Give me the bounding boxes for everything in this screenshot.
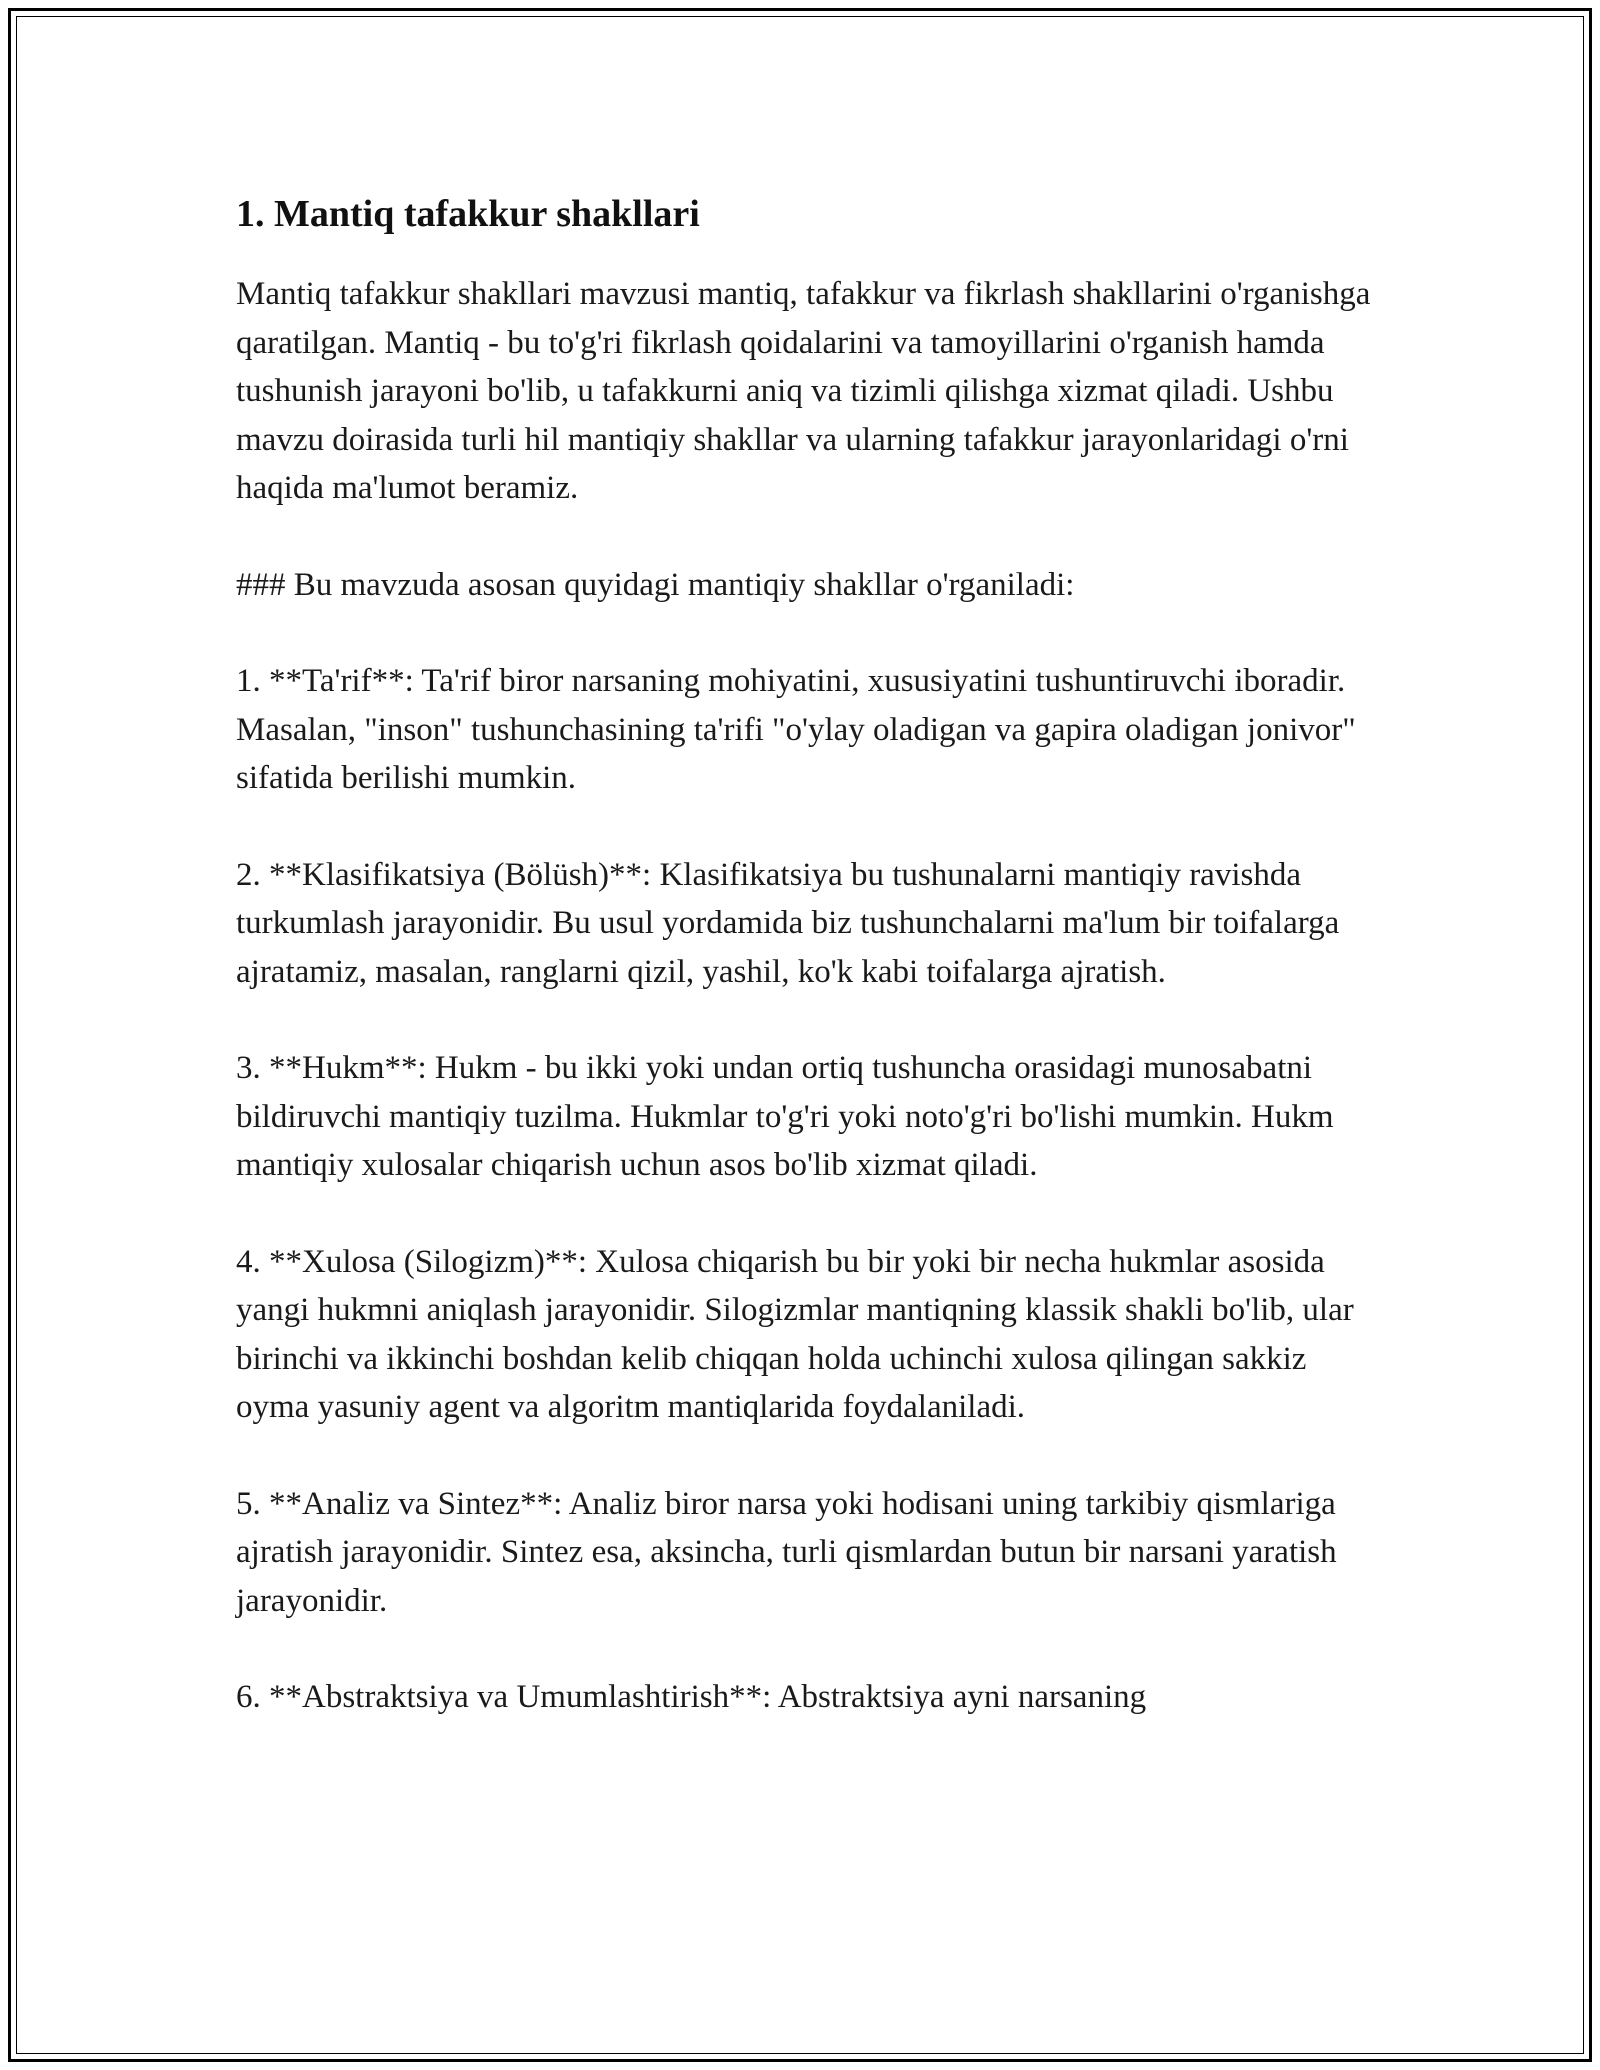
document-title: 1. Mantiq tafakkur shakllari [236,193,700,235]
list-item-xulosa: 4. **Xulosa (Silogizm)**: Xulosa chiqarish bu bir yoki bir necha hukmlar asosida yangi hukmni aniqlash jarayonidir. Silogizmlar mantiqning klassik shakli bo'lib, ular birinchi va ikkinchi boshdan kelib chiqqan holda uchinchi xulosa qilingan sakkiz oyma yasuniy agent va algoritm mantiqlarida foydalaniladi. [236,1243,1354,1425]
list-item-analiz-sintez: 5. **Analiz va Sintez**: Analiz biror narsa yoki hodisani uning tarkibiy qismlariga ajratish jarayonidir. Sintez esa, aksincha, turli qismlardan butun bir narsani yaratish jarayonidir. [236,1485,1337,1619]
list-item-abstraktsiya: 6. **Abstraktsiya va Umumlashtirish**: Abstraktsiya ayni narsaning [236,1679,1147,1715]
list-item-hukm: 3. **Hukm**: Hukm - bu ikki yoki undan ortiq tushuncha orasidagi munosabatni bildiruvchi mantiqiy tuzilma. Hukmlar to'g'ri yoki noto'g'ri bo'lishi mumkin. Hukm mantiqiy xulosalar chiqarish uchun asos bo'lib xizmat qiladi. [236,1050,1334,1183]
section-heading-text: ### Bu mavzuda asosan quyidagi mantiqiy shakllar o'rganiladi: [236,566,1075,603]
document-body [236,188,1376,1770]
list-item-klasifikatsiya: 2. **Klasifikatsiya (Bölüsh)**: Klasifikatsiya bu tushunalarni mantiqiy ravishda turkumlash jarayonidir. Bu usul yordamida biz tushunchalarni ma'lum bir toifalarga ajratamiz, masalan, ranglarni qizil, yashil, ko'k kabi toifalarga ajratish. [236,856,1340,990]
list-item-tarif: 1. **Ta'rif**: Ta'rif biror narsaning mohiyatini, xususiyatini tushuntiruvchi iboradir. Masalan, "inson" tushunchasining ta'rifi "o'ylay oladigan va gapira oladigan jonivor" sifatida berilishi mumkin. [236,663,1356,796]
intro-paragraph: Mantiq tafakkur shakllari mavzusi mantiq, tafakkur va fikrlash shakllarini o'rganishga qaratilgan. Mantiq - bu to'g'ri fikrlash qoidalarini va tamoyillarini o'rganish hamda tushunish jarayoni bo'lib, u tafakkurni aniq va tizimli qilishga xizmat qiladi. Ushbu mavzu doirasida turli hil mantiqiy shakllar va ularning tafakkur jarayonlaridagi o'rni haqida ma'lumot beramiz. [236,276,1371,506]
